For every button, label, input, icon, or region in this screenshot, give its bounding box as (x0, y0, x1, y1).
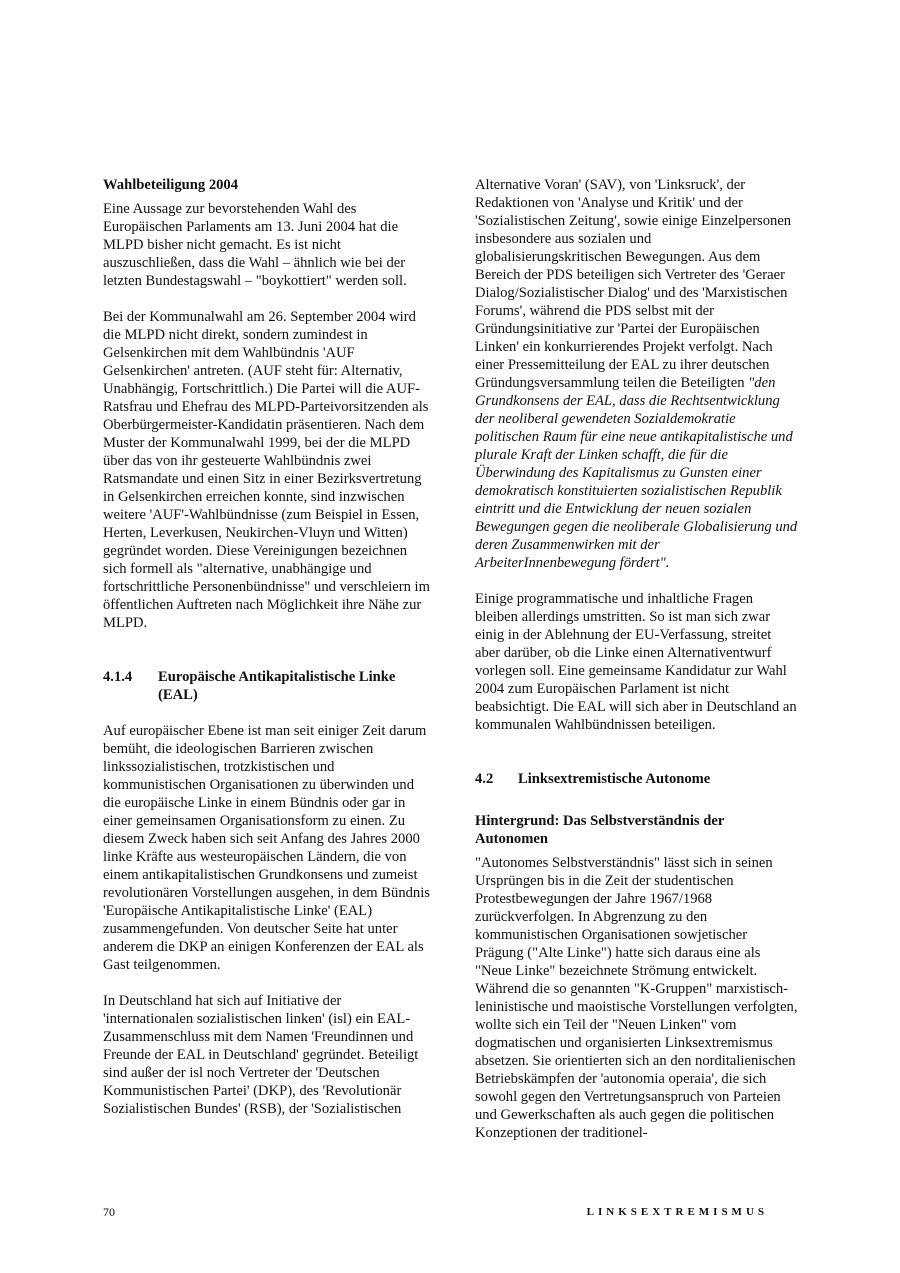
quote-grundkonsens: "den Grundkonsens der EAL, dass die Rechtsentwicklung der neoliberal gewendeten Sozialdemokratie politischen Raum für eine neue antikapitalistische und plurale Kraft der Linken schafft, die für die Überwindung des Kapitalismus zu Gunsten einer demokratisch konstituierten sozialistischen Republik eintritt und die Entwicklung der neuen sozialen Bewegungen gegen die neoliberale Globalisierung und deren Zusammenwirken mit der ArbeiterInnenbewegung fördert". (475, 375, 798, 571)
running-title: LINKSEXTREMISMUS (586, 1206, 768, 1218)
right-column (475, 176, 799, 1142)
paragraph-eal-deutschland: In Deutschland hat sich auf Initiative der 'internationalen sozialistischen linken' (isl) ein EAL-Zusammenschluss mit dem Namen 'Freundinnen und Freunde der EAL in Deutschland' gegründet. Beteiligt sind außer der isl noch Vertreter der 'Deutschen Kommunistischen Partei' (DKP), des 'Revolutionär Sozialistischen Bundes' (RSB), der 'Sozialistischen (103, 993, 419, 1117)
paragraph-eal-europa: Auf europäischer Ebene ist man seit einiger Zeit darum bemüht, die ideologischen Barrieren zwischen linkssozialistischen, trotzkistischen und kommunistischen Organisationen zu überwinden und die europäische Linke in einem Bündnis oder gar in einer gemeinsamen Organisationsform zu einen. Zu diesem Zweck haben sich seit Anfang des Jahres 2000 linke Kräfte aus westeuropäischen Ländern, die von einem antikapitalistischen Grundkonsens und zumeist revolutionären Vorstellungen ausgehen, in dem Bündnis 'Europäische Antikapitalistische Linke' (EAL) zusammengefunden. Von deutscher Seite hat unter anderem die DKP an einigen Konferenzen der EAL als Gast teilgenommen. (103, 723, 430, 973)
section-number: 4.1.4 (103, 669, 133, 685)
section-title: Europäische Antikapitalistische Linke (EAL) (158, 669, 396, 703)
section-title: Linksextremistische Autonome (518, 771, 711, 787)
section-heading-eal (103, 668, 433, 704)
paragraph-umstrittene-fragen: Einige programmatische und inhaltliche Fragen bleiben allerdings umstritten. So ist man sich zwar einig in der Ablehnung der EU-Verfassung, streitet aber darüber, ob die Linke einen Alternativentwurf vorlegen soll. Eine gemeinsame Kandidatur zur Wahl 2004 zum Europäischen Parlament ist nicht beabsichtigt. Die EAL will sich aber in Deutschland an kommunalen Wahlbündnissen beteiligen. (475, 591, 797, 733)
left-column (103, 176, 433, 1118)
paragraph-eal-beteiligte (475, 176, 799, 572)
heading-wahlbeteiligung: Wahlbeteiligung 2004 (103, 177, 239, 193)
subheading-selbstverstaendnis: Hintergrund: Das Selbstverständnis der Autonomen (475, 813, 725, 847)
paragraph-eal-beteiligte-text: Alternative Voran' (SAV), von 'Linksruck', der Redaktionen von 'Analyse und Kritik' und der 'Sozialistischen Zeitung', sowie einige Einzelpersonen insbesondere aus sozialen und globalisierungskritischen Bewegungen. Aus dem Bereich der PDS beteiligen sich Vertreter des 'Geraer Dialog/Sozialistischer Dialog' und des 'Marxistischen Forums', während die PDS selbst mit der Gründungsinitiative zur 'Partei der Europäischen Linken' ein konkurrierendes Projekt verfolgt. Nach einer Pressemitteilung der EAL zu ihrer deutschen Gründungsversammlung teilen die Beteiligten (475, 177, 792, 391)
paragraph-wahl-europa: Eine Aussage zur bevorstehenden Wahl des Europäischen Parlaments am 13. Juni 2004 hat die MLPD bisher nicht gemacht. Es ist nicht auszuschließen, dass die Wahl – ähnlich wie bei der letzten Bundestagswahl – "boykottiert" werden soll. (103, 201, 407, 289)
page-number: 70 (103, 1205, 115, 1219)
paragraph-kommunalwahl: Bei der Kommunalwahl am 26. September 2004 wird die MLPD nicht direkt, sondern zumindest in Gelsenkirchen mit dem Wahlbündnis 'AUF Gelsenkirchen' antreten. (AUF steht für: Alternativ, Unabhängig, Fortschrittlich.) Die Partei will die AUF-Ratsfrau und Ehefrau des MLPD-Parteivorsitzenden als Oberbürgermeister-Kandidatin präsentieren. Nach dem Muster der Kommunalwahl 1999, bei der die MLPD über das von ihr gesteuerte Wahlbündnis zwei Ratsmandate und einen Sitz in einer Bezirksvertretung in Gelsenkirchen erreichen konnte, sind inzwischen weitere 'AUF'-Wahlbündnisse (zum Beispiel in Essen, Herten, Leverkusen, Neukirchen-Vluyn und Witten) gegründet worden. Diese Vereinigungen bezeichnen sich formell als "alternative, unabhängige und fortschrittliche Personenbündnisse" und verschleiern im öffentlichen Auftreten nach Möglichkeit ihre Nähe zur MLPD. (103, 309, 430, 631)
paragraph-autonomes-selbstverstaendnis: "Autonomes Selbstverständnis" lässt sich in seinen Ursprüngen bis in die Zeit der studentischen Protestbewegungen der Jahre 1967/1968 zurückverfolgen. In Abgrenzung zu den kommunistischen Organisationen sowjetischer Prägung ("Alte Linke") hatte sich daraus eine als "Neue Linke" bezeichnete Strömung entwickelt. Während die so genannten "K-Gruppen" marxistisch-leninistische und maoistische Vorstellungen verfolgten, wollte sich ein Teil der "Neuen Linken" vom dogmatischen und organisierten Linksextremismus absetzen. Sie orientierten sich an den norditalienischen Betriebskämpfen der 'autonomia operaia', die sich sowohl gegen den Vertretungsanspruch von Parteien und Gewerkschaften als auch gegen die politischen Konzeptionen der traditionel- (475, 855, 798, 1141)
section-heading-autonome (475, 770, 799, 788)
section-number: 4.2 (475, 771, 494, 787)
